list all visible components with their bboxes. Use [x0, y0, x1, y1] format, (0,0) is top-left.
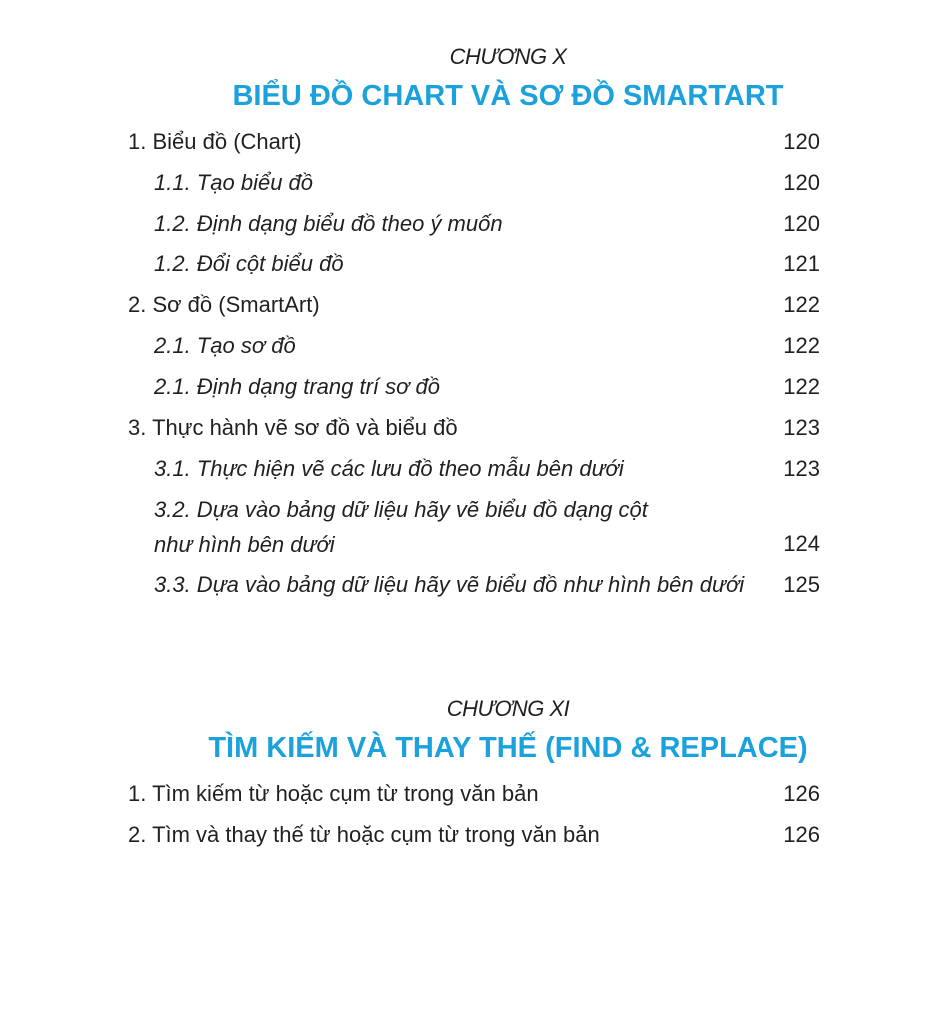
- toc-entry-text: 1.2. Định dạng biểu đồ theo ý muốn: [154, 211, 503, 236]
- toc-entry-page: 120: [783, 211, 820, 236]
- toc-entry-page: 125: [783, 572, 820, 597]
- toc-entry-text: 1.1. Tạo biểu đồ: [154, 170, 314, 195]
- toc-entry-text: 2.1. Tạo sơ đồ: [154, 333, 296, 358]
- chapter-title: TÌM KIẾM VÀ THAY THẾ (FIND & REPLACE): [208, 732, 808, 764]
- toc-entry-page: 122: [783, 292, 820, 317]
- toc-entry-page: 122: [783, 374, 820, 399]
- toc-entry-page: 126: [783, 781, 820, 806]
- toc-entry-page: 124: [783, 531, 820, 556]
- toc-subentry[interactable]: [128, 492, 820, 562]
- chapter-label: CHƯƠNG XI: [446, 696, 570, 721]
- toc-entry-text: 3. Thực hành vẽ sơ đồ và biểu đồ: [128, 415, 458, 440]
- toc-entry-text: 3.1. Thực hiện vẽ các lưu đồ theo mẫu bên dưới: [154, 456, 624, 481]
- toc-entry-page: 121: [783, 251, 820, 276]
- chapter-title: BIỂU ĐỒ CHART VÀ SƠ ĐỒ SMARTART: [232, 80, 784, 112]
- toc-entry-page: 122: [783, 333, 820, 358]
- toc-entry-text: 1. Biểu đồ (Chart): [128, 129, 302, 154]
- toc-entry-page: 123: [783, 456, 820, 481]
- chapter-label: CHƯƠNG X: [449, 44, 567, 69]
- toc-entry-text: 3.2. Dựa vào bảng dữ liệu hãy vẽ biểu đồ dạng cột như hình bên dưới: [154, 497, 648, 557]
- toc-entry-page: 123: [783, 415, 820, 440]
- toc-entry-page: 120: [783, 129, 820, 154]
- toc-entry-text: 2.1. Định dạng trang trí sơ đồ: [154, 374, 441, 399]
- toc-entry-page: 120: [783, 170, 820, 195]
- toc-entry-text: 1. Tìm kiếm từ hoặc cụm từ trong văn bản: [128, 781, 539, 806]
- toc-entry-text: 3.3. Dựa vào bảng dữ liệu hãy vẽ biểu đồ như hình bên dưới: [154, 572, 745, 597]
- toc-entry-text: 1.2. Đổi cột biểu đồ: [154, 251, 344, 276]
- toc-entry-text: 2. Tìm và thay thế từ hoặc cụm từ trong văn bản: [128, 822, 600, 847]
- toc-entry-page: 126: [783, 822, 820, 847]
- toc-entry-text: 2. Sơ đồ (SmartArt): [128, 292, 320, 317]
